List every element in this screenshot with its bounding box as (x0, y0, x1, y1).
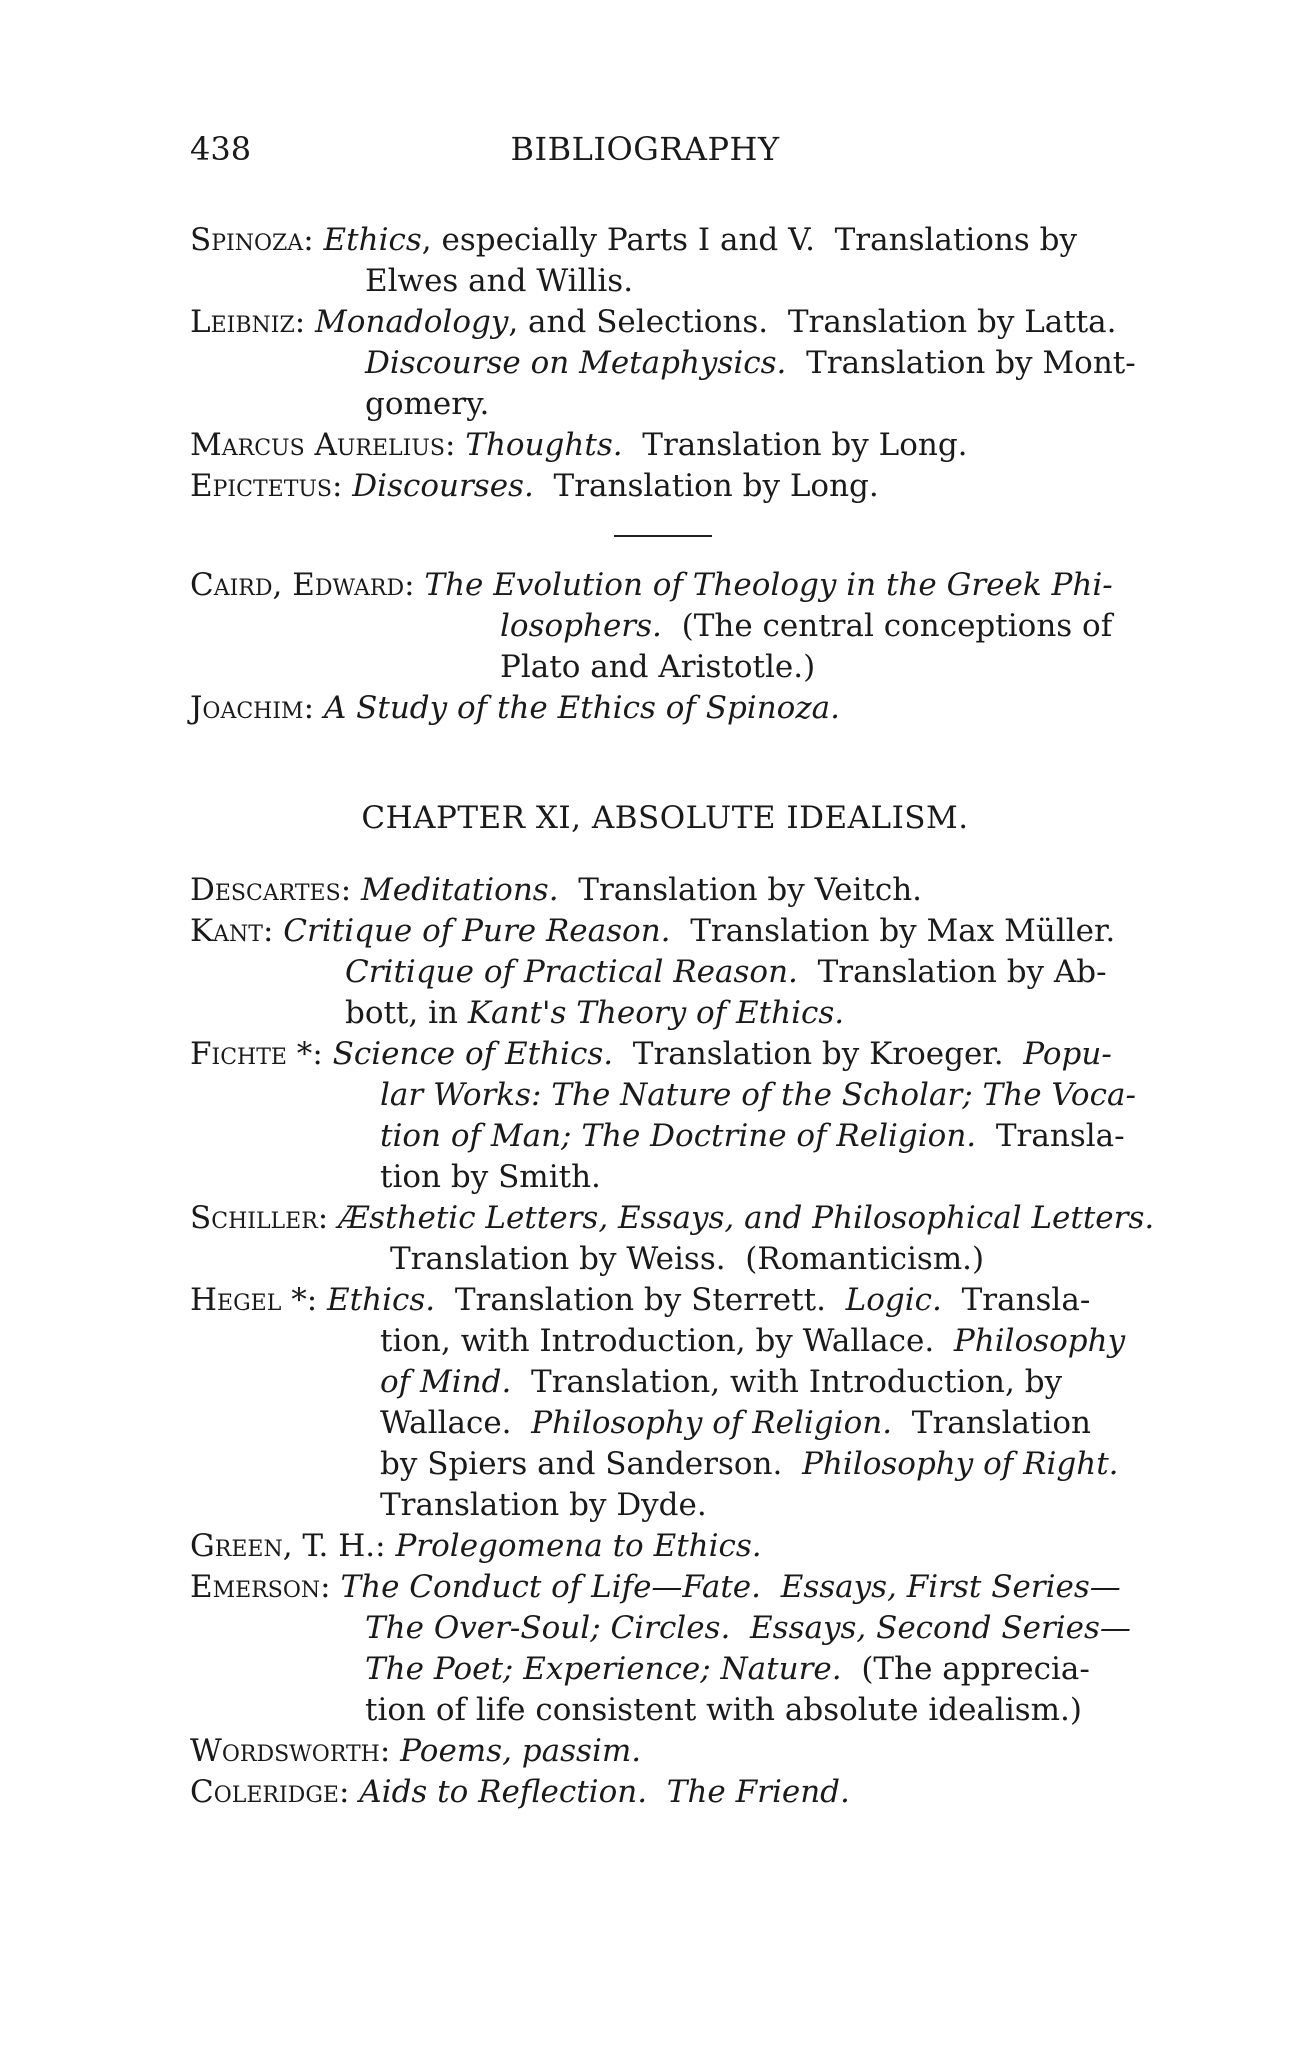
entry-line (190, 1567, 1140, 1608)
work-title: Aids to Reflection. The Friend. (359, 1774, 850, 1810)
bibliography-entry (190, 688, 1140, 729)
entry-text: tion of life consistent with absolute idealism.) (365, 1692, 1082, 1728)
entry-text: Translation by Dyde. (380, 1487, 707, 1523)
author-separator: : (303, 690, 324, 726)
work-title: A Study of the Ethics of Spinoza. (323, 690, 841, 726)
entry-line (190, 1034, 1140, 1075)
bibliography-entry (190, 870, 1140, 911)
running-head: BIBLIOGRAPHY (510, 130, 780, 168)
entry-text: Transla- (941, 1282, 1091, 1318)
entry-text: gomery. (365, 386, 490, 422)
entry-line (190, 261, 1140, 302)
entry-line (190, 911, 1140, 952)
entry-line (190, 302, 1140, 343)
section-divider (614, 535, 712, 537)
entry-line (190, 384, 1140, 425)
work-title: The Conduct of Life—Fate. Essays, First Series— (340, 1569, 1121, 1605)
entry-text: tion, with Introduction, by Wallace. (380, 1323, 954, 1359)
author-separator: : (317, 1200, 339, 1236)
entry-line (190, 993, 1140, 1034)
author-name: Epictetus (190, 468, 332, 504)
author-name: Emerson (190, 1569, 321, 1605)
entry-line (190, 1485, 1140, 1526)
bibliography-entry (190, 466, 1140, 507)
entry-text: Translation by Veitch. (558, 872, 923, 908)
work-title: tion of Man; The Doctrine of Religion. (380, 1118, 977, 1154)
chapter-heading: CHAPTER XI, ABSOLUTE IDEALISM. (361, 800, 969, 836)
author-name: Schiller (190, 1200, 318, 1236)
entry-line (190, 1116, 1140, 1157)
entry-text: Plato and Aristotle.) (500, 649, 816, 685)
entry-text: Translation by Sterrett. (435, 1282, 846, 1318)
work-title: Monadology (315, 304, 509, 340)
bibliography-entry (190, 1731, 1140, 1772)
entry-text: Wallace. (380, 1405, 532, 1441)
work-title: Ethics (323, 222, 422, 258)
entry-text: Translation, with Introduction, by (511, 1364, 1063, 1400)
author-name: Caird, Edward (190, 567, 405, 603)
entry-text: Translation by Long. (622, 427, 968, 463)
entry-line (190, 565, 1140, 606)
work-title: Logic. (845, 1282, 942, 1318)
entry-text: Translation by Weiss. (Romanticism.) (390, 1241, 985, 1277)
author-separator: : (340, 872, 362, 908)
entry-line (190, 606, 1140, 647)
entry-text: Translation by Ab- (797, 954, 1107, 990)
entry-line (190, 466, 1140, 507)
author-separator: : (331, 468, 353, 504)
entry-text: Translation by Kroeger. (613, 1036, 1024, 1072)
entry-text: Transla- (976, 1118, 1125, 1154)
entry-text: , especially Parts I and V. Translations by (421, 222, 1078, 258)
entry-line (190, 1731, 1140, 1772)
work-title: Critique of Practical Reason. (345, 954, 798, 990)
author-name: Wordsworth (190, 1733, 380, 1769)
author-separator: : (320, 1569, 341, 1605)
entry-text: (The apprecia- (841, 1651, 1090, 1687)
entry-line (190, 688, 1140, 729)
author-separator: : (294, 304, 316, 340)
author-name: Fichte * (190, 1036, 313, 1072)
work-title: The Evolution of Theology in the Greek Phi- (424, 567, 1113, 603)
author-separator: : (379, 1733, 401, 1769)
entry-line (190, 870, 1140, 911)
bibliography-entry (190, 425, 1140, 466)
bibliography-entry (190, 1198, 1155, 1280)
work-title: Kant's Theory of Ethics. (467, 995, 845, 1031)
entry-line (190, 952, 1140, 993)
work-title: Philosophy of Right. (802, 1446, 1119, 1482)
author-separator: : (262, 913, 284, 949)
work-title: Prolegomena to Ethics. (395, 1528, 762, 1564)
entry-line (190, 1280, 1140, 1321)
page-header (190, 130, 1140, 180)
work-title: Ethics. (327, 1282, 436, 1318)
entry-line (190, 1321, 1140, 1362)
work-title: lar Works: The Nature of the Scholar; The Voca- (380, 1077, 1136, 1113)
entry-line (190, 1526, 1140, 1567)
entry-line (190, 1075, 1140, 1116)
page-number: 438 (190, 130, 252, 168)
entry-line (190, 1239, 1140, 1280)
entry-text: bott, in (345, 995, 468, 1031)
work-title: Poems, passim. (400, 1733, 642, 1769)
entry-line (190, 343, 1140, 384)
author-name: Leibniz (190, 304, 295, 340)
entry-line (190, 1403, 1140, 1444)
bibliography-group-1 (190, 220, 1140, 507)
author-name: Kant (190, 913, 263, 949)
bibliography-group-3 (190, 870, 1155, 1813)
work-title: Critique of Pure Reason. (283, 913, 671, 949)
entry-text: Translation (892, 1405, 1092, 1441)
entry-text: , and Selections. Translation by Latta. (508, 304, 1117, 340)
work-title: Science of Ethics. (332, 1036, 614, 1072)
entry-line (190, 1362, 1140, 1403)
bibliography-entry (190, 302, 1140, 425)
work-title: Philosophy (953, 1323, 1126, 1359)
entry-line (190, 1649, 1140, 1690)
work-title: Discourse on Metaphysics. (365, 345, 787, 381)
entry-text: Translation by Max Müller. (670, 913, 1116, 949)
author-name: Green, T. H. (190, 1528, 376, 1564)
bibliography-entry (190, 1772, 1140, 1813)
entry-line (190, 647, 1140, 688)
bibliography-group-2 (190, 565, 1140, 729)
bibliography-entry (190, 1034, 1140, 1198)
work-title: Æsthetic Letters, Essays, and Philosophical Letters. (338, 1200, 1155, 1236)
bibliography-entry (190, 911, 1140, 1034)
entry-line (190, 1444, 1140, 1485)
bibliography-entry (190, 1280, 1140, 1526)
entry-text: tion by Smith. (380, 1159, 601, 1195)
work-title: Popu- (1023, 1036, 1112, 1072)
author-name: Marcus Aurelius (190, 427, 445, 463)
work-title: of Mind. (380, 1364, 512, 1400)
bibliography-entry (190, 1567, 1140, 1731)
entry-line (190, 425, 1140, 466)
entry-text: Translation by Mont- (786, 345, 1136, 381)
author-name: Joachim (190, 690, 304, 726)
author-separator: : (338, 1774, 360, 1810)
author-separator: : (312, 1036, 333, 1072)
work-title: Philosophy of Religion. (531, 1405, 893, 1441)
entry-text: by Spiers and Sanderson. (380, 1446, 803, 1482)
work-title: The Over-Soul; Circles. Essays, Second Series— (365, 1610, 1131, 1646)
work-title: losophers. (500, 608, 662, 644)
author-name: Hegel * (190, 1282, 307, 1318)
author-name: Spinoza (190, 222, 304, 258)
work-title: Thoughts. (465, 427, 623, 463)
author-separator: : (303, 222, 324, 258)
entry-line (190, 1690, 1140, 1731)
author-separator: : (404, 567, 425, 603)
entry-line (190, 1157, 1140, 1198)
bibliography-entry (190, 565, 1140, 688)
entry-text: Translation by Long. (533, 468, 879, 504)
author-separator: : (375, 1528, 396, 1564)
entry-text: (The central conceptions of (661, 608, 1113, 644)
author-name: Descartes (190, 872, 341, 908)
entry-line (190, 1608, 1140, 1649)
entry-line (190, 1198, 1155, 1239)
author-name: Coleridge (190, 1774, 339, 1810)
entry-text: Elwes and Willis. (365, 263, 634, 299)
author-separator: : (444, 427, 466, 463)
work-title: Discourses. (352, 468, 534, 504)
author-separator: : (306, 1282, 328, 1318)
work-title: Meditations. (361, 872, 559, 908)
work-title: The Poet; Experience; Nature. (365, 1651, 842, 1687)
bibliography-entry (190, 220, 1140, 302)
entry-line (190, 1772, 1140, 1813)
entry-line (190, 220, 1140, 261)
bibliography-entry (190, 1526, 1140, 1567)
